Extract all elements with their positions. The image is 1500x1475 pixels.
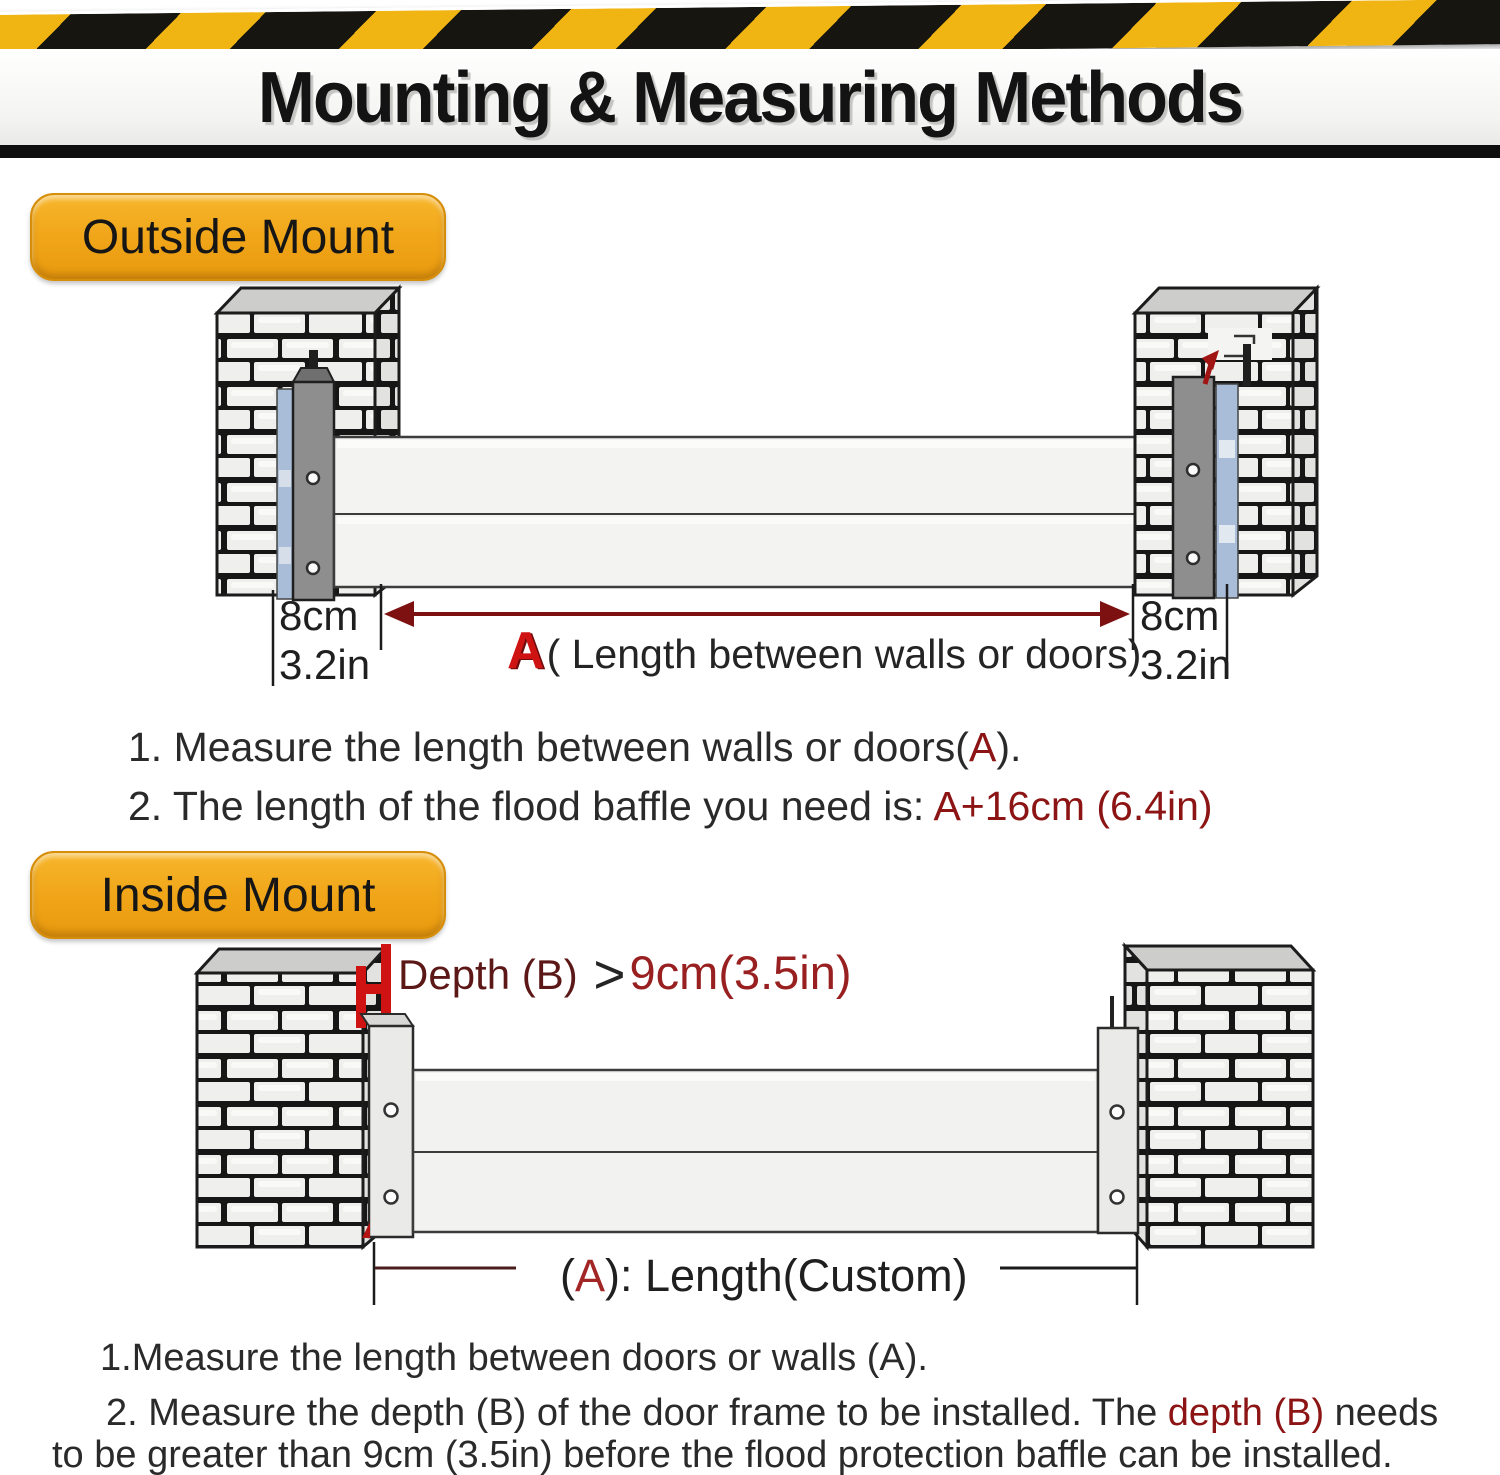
outside-span-label-a: A xyxy=(507,622,545,680)
inside-depth-label xyxy=(398,942,852,1006)
inside-left-bracket xyxy=(361,1014,413,1238)
page-title: Mounting & Measuring Methods xyxy=(257,57,1243,138)
outside-baffle xyxy=(334,437,1168,587)
outside-right-measure-inch: 3.2in xyxy=(1140,641,1232,688)
inside-step-1: 1.Measure the length between doors or walls (A). xyxy=(100,1337,928,1379)
outside-left-measure-cm: 8cm xyxy=(279,592,359,639)
outside-right-measure-cm: 8cm xyxy=(1140,592,1220,639)
outside-steps xyxy=(128,724,1213,842)
inside-right-pillar xyxy=(1125,946,1313,1247)
inside-step-2-continued: to be greater than 9cm (3.5in) before the flood protection baffle can be installed. xyxy=(52,1434,1393,1475)
depth-label-value: 9cm(3.5in) xyxy=(629,946,852,999)
outside-step-1: 1. Measure the length between walls or doors(A). xyxy=(128,724,1022,770)
outside-right-measure xyxy=(1140,591,1231,689)
outside-left-measure-inch: 3.2in xyxy=(279,641,371,688)
depth-label-name: Depth (B) xyxy=(398,951,590,998)
greater-than-symbol: > xyxy=(593,943,626,1005)
outside-left-bracket xyxy=(277,368,334,600)
inside-right-bracket xyxy=(1098,996,1138,1233)
inside-step-2: 2. Measure the depth (B) of the door frame to be installed. The depth (B) needs xyxy=(106,1392,1439,1434)
inside-baffle xyxy=(413,1070,1098,1232)
outside-mount-badge: Outside Mount xyxy=(30,193,446,281)
outside-span-arrow xyxy=(384,601,1130,627)
outside-step-2: 2. The length of the flood baffle you need is: A+16cm (6.4in) xyxy=(128,783,1213,829)
outside-left-measure xyxy=(279,591,370,689)
outside-span-label-text: ( Length between walls or doors) xyxy=(546,631,1142,677)
outside-right-bracket xyxy=(1173,350,1238,598)
outside-span-label xyxy=(507,622,1142,680)
inside-length-label: (A): Length(Custom) xyxy=(560,1250,968,1301)
inside-mount-badge: Inside Mount xyxy=(30,851,446,939)
